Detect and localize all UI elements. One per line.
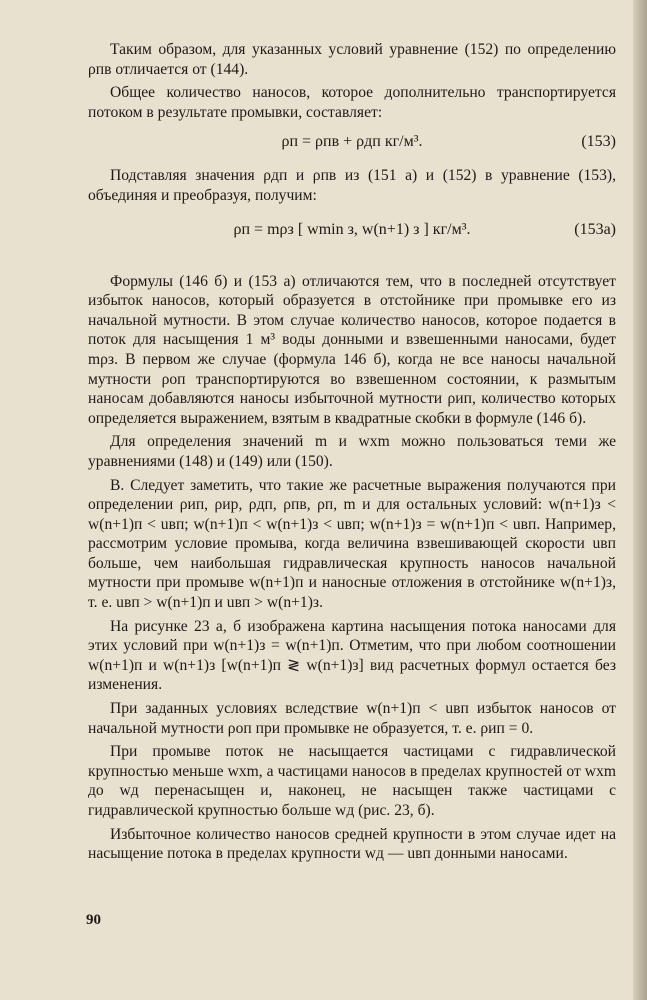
equation-153-number: (153) xyxy=(581,133,616,151)
paragraph-4: Формулы (146 б) и (153 а) отличаются тем, что в последней отсутствует избыток наносов, который образуется в отстойнике при промывке его из начальной мутности. В этом случае количество наносов, которое подается в поток для насыщения 1 м³ воды донными и взвешенными наносами, будет mρз. В первом же случае (формула 146 б), когда не все наносы начальной мутности ρоп транспортируются во взвешенном состоянии, к размытым наносам добавляются наносы избыточной мутности ρип, количество которых определяется выражением, взятым в квадратные скобки в формуле (146 б). xyxy=(88,272,616,427)
paragraph-8: При заданных условиях вследствие w(n+1)п < uвп избыток наносов от начальной мутности ρоп при промывке не образуется, т. е. ρип = 0. xyxy=(88,700,616,737)
paragraph-9: При промыве поток не насыщается частицами с гидравлической крупностью меньше wxm, а частицами наносов в пределах крупностей от wxm до wд перенасыщен и, наконец, не насыщен также частицами с гидравлической крупностью больше wд (рис. 23, б). xyxy=(88,743,616,819)
paragraph-7: На рисунке 23 а, б изображена картина насыщения потока наносами для этих условий при w(n+1)з = w(n+1)п. Отметим, что при любом соотношении w(n+1)п и w(n+1)з [w(n+1)п ≷ w(n+1)з] вид расчетных формул остается без изменения. xyxy=(88,617,616,694)
paragraph-10: Избыточное количество наносов средней крупности в этом случае идет на насыщение потока в пределах крупности wд — uвп донными наносами. xyxy=(88,825,616,863)
page-number: 90 xyxy=(86,912,101,928)
equation-153 xyxy=(88,128,616,156)
page-body xyxy=(88,40,616,864)
equation-153a-formula: ρп = mρз [ wmin з, w(n+1) з ] кг/м³. xyxy=(233,220,471,238)
paragraph-3: Подставляя значения ρдп и ρпв из (151 а) и (152) в уравнение (153), объединяя и преобразуя, получим: xyxy=(88,167,616,204)
equation-153a-number: (153а) xyxy=(574,220,616,238)
paragraph-5: Для определения значений m и wxm можно пользоваться теми же уравнениями (148) и (149) или (150). xyxy=(88,433,616,470)
paragraph-1: Таким образом, для указанных условий уравнение (152) по определению ρпв отличается от (144). xyxy=(88,41,616,78)
equation-153-formula: ρп = ρпв + ρдп кг/м³. xyxy=(281,133,423,151)
paragraph-2: Общее количество наносов, которое дополнительно транспортируется потоком в результате промывки, составляет: xyxy=(88,84,616,121)
paragraph-6: В. Следует заметить, что такие же расчетные выражения получаются при определении ρип, ρир, ρдп, ρпв, ρп, m и для остальных условий: w(n+1)з < w(n+1)п < uвп; w(n+1)п < w(n+1)з < uвп; w(n+1)з = w(n+1)п < uвп. Например, рассмотрим условие промыва, когда величина взвешивающей скорости uвп больше, чем наибольшая гидравлическая крупность наносов начальной мутности при промыве w(n+1)п и наносные отложения в отстойнике w(n+1)з, т. е. uвп > w(n+1)п и uвп > w(n+1)з. xyxy=(88,476,616,612)
page-edge xyxy=(633,0,647,1000)
equation-153a xyxy=(88,216,616,250)
